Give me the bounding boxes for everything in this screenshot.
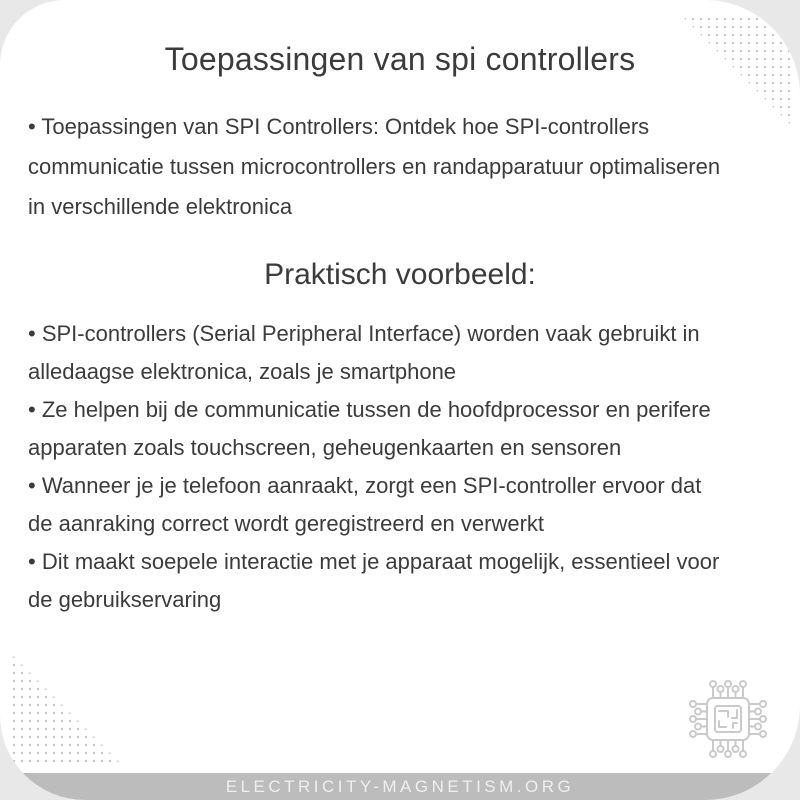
dots-pattern-bottom-left-icon	[8, 651, 121, 764]
page-title: Toepassingen van spi controllers	[164, 41, 636, 77]
footer-bar	[0, 773, 800, 800]
section-heading: Praktisch voorbeeld:	[264, 258, 536, 291]
bullet-item: • SPI-controllers (Serial Peripheral Interface) worden vaak gebruikt in alledaagse elektronica, zoals je smartphone	[28, 321, 700, 384]
bullet-list	[28, 315, 728, 619]
bullet-item: • Dit maakt soepele interactie met je apparaat mogelijk, essentieel voor de gebruikservaring	[28, 549, 720, 612]
bullet-item: • Ze helpen bij de communicatie tussen de hoofdprocessor en perifere apparaten zoals touchscreen, geheugenkaarten en sensoren	[28, 397, 711, 460]
footer-site-text: ELECTRICITY-MAGNETISM.ORG	[225, 777, 575, 796]
bullet-item: • Wanneer je je telefoon aanraakt, zorgt een SPI-controller ervoor dat de aanraking correct wordt geregistreerd en verwerkt	[28, 473, 702, 536]
microchip-icon	[678, 669, 778, 769]
intro-bullet: • Toepassingen van SPI Controllers: Ontdek hoe SPI-controllers communicatie tussen microcontrollers en randapparatuur optimaliseren in verschillende elektronica	[28, 114, 721, 219]
